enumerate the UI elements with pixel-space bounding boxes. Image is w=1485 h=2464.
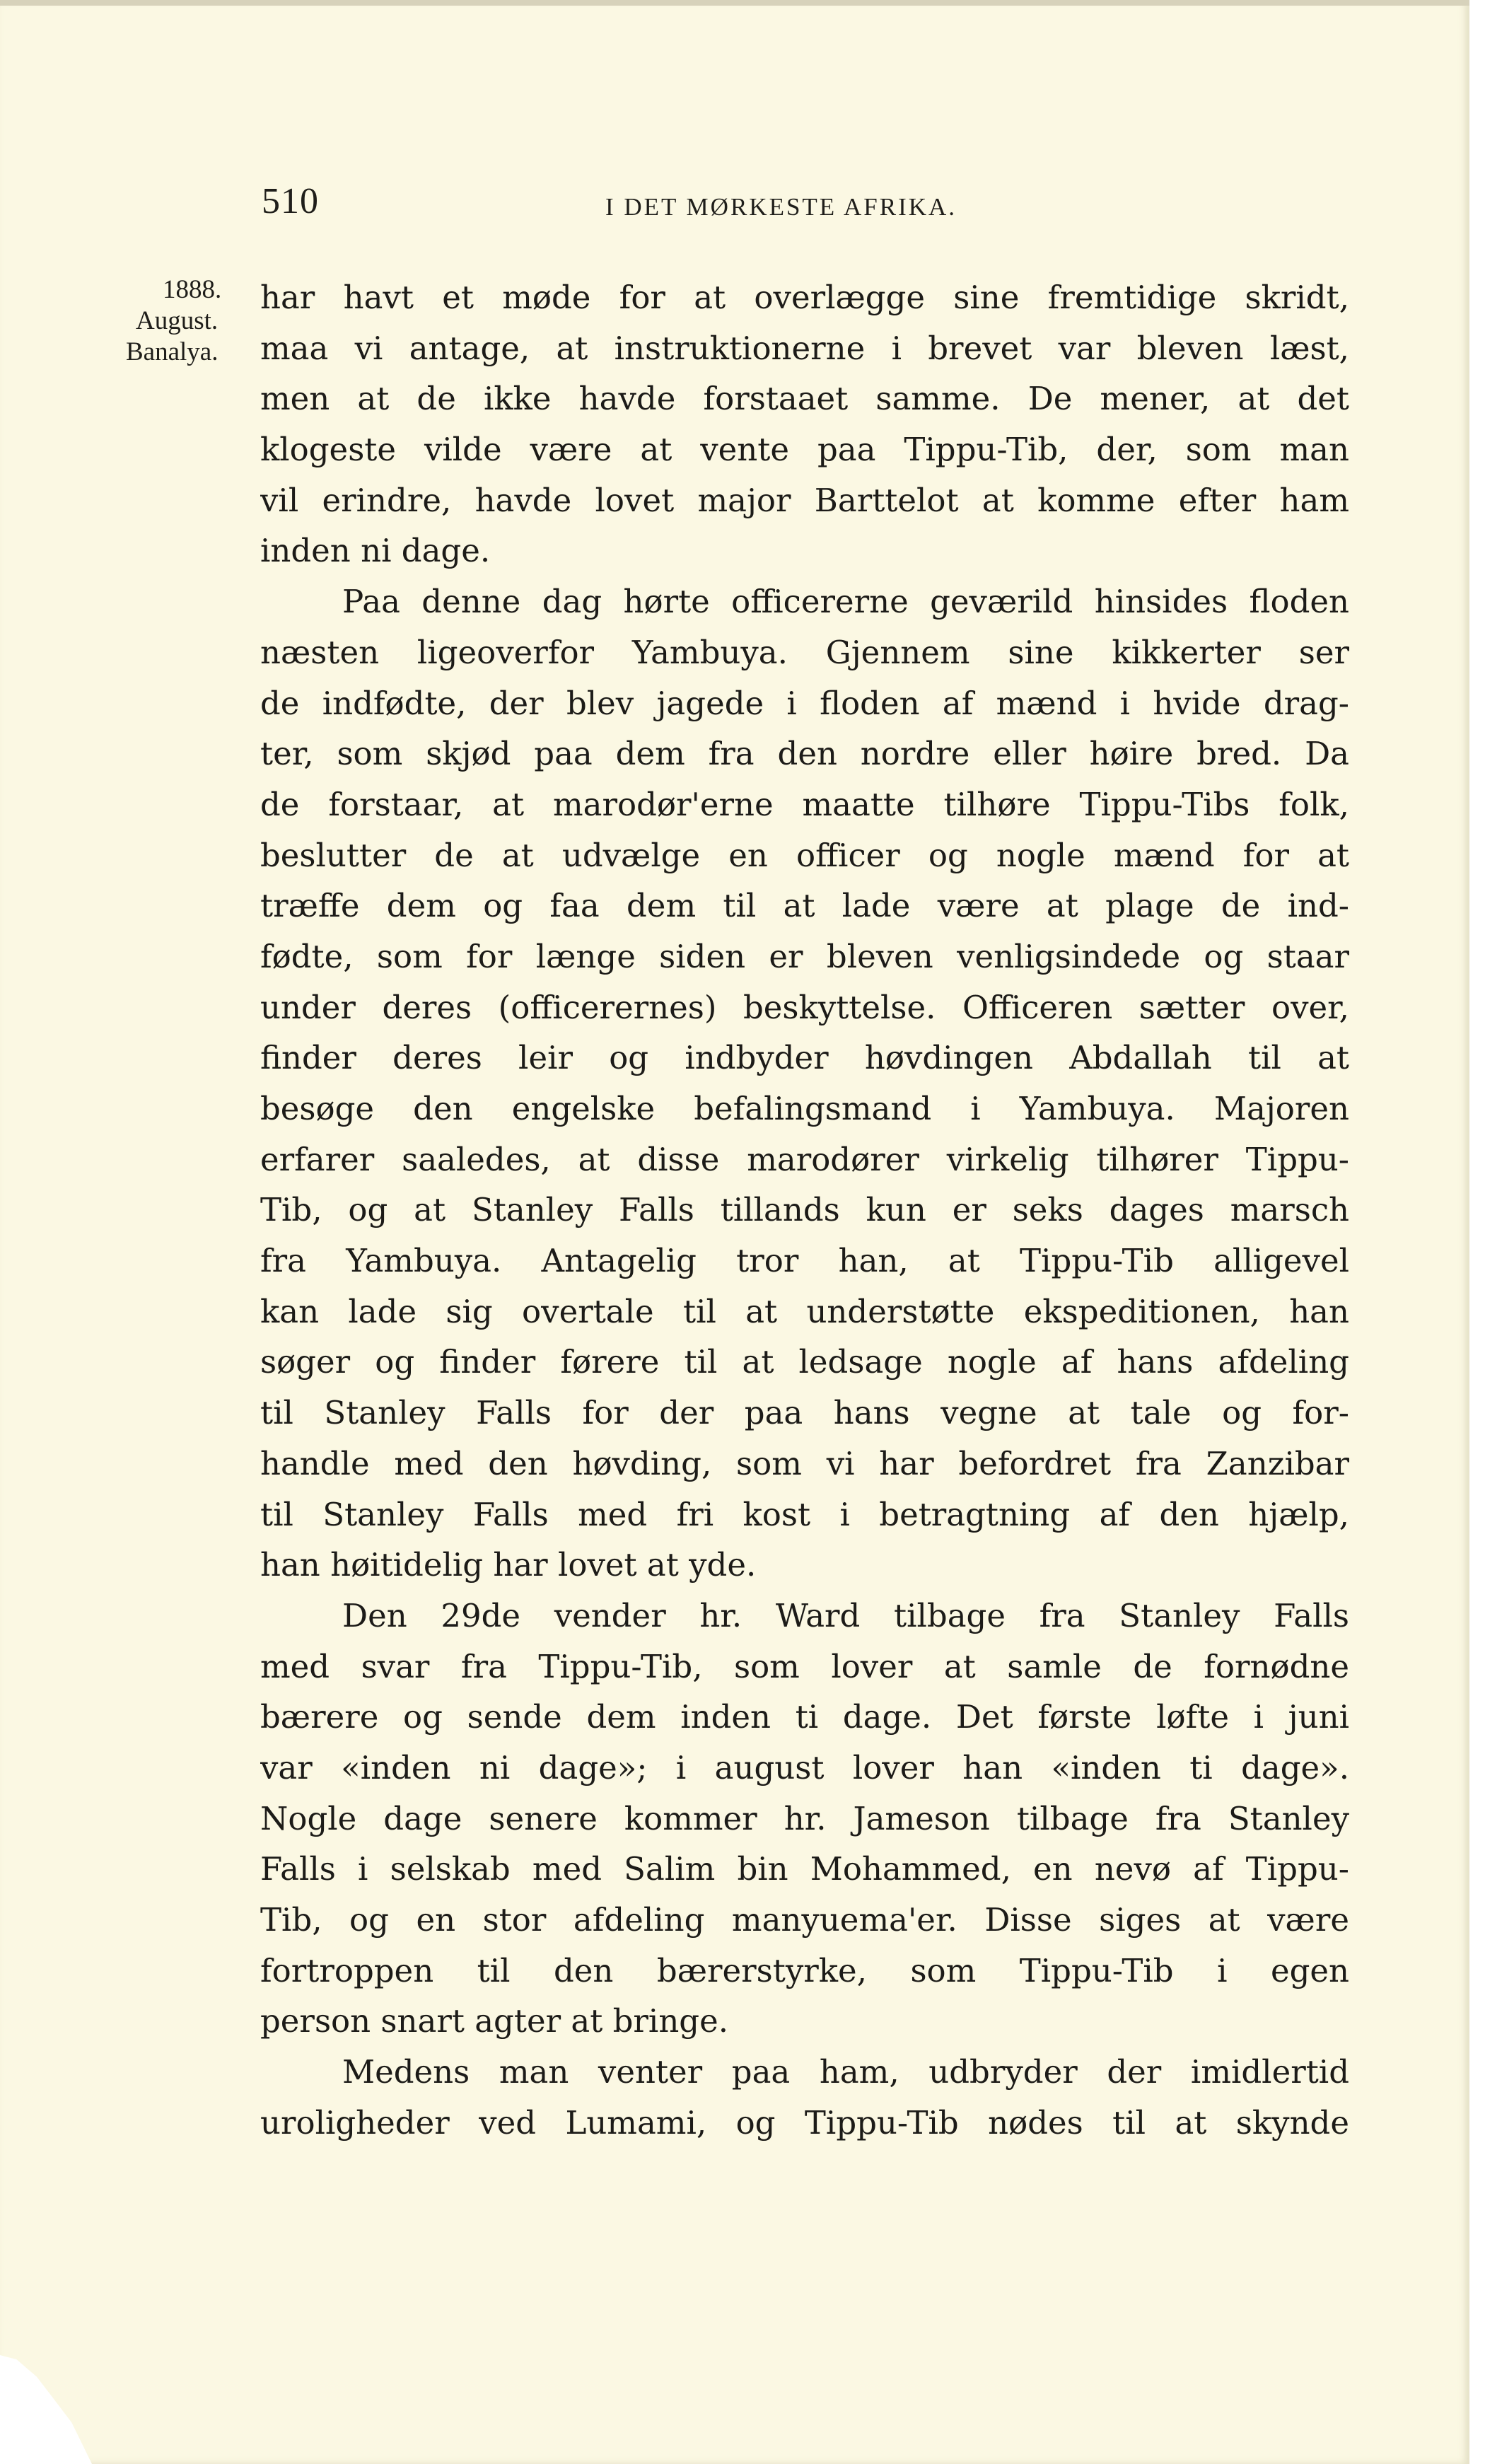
text-line: han høitidelig har lovet at yde. — [260, 1546, 757, 1584]
text-line: under deres (officerernes) beskyttelse. Officeren sætter over, — [260, 988, 1349, 1026]
text-line: kan lade sig overtale til at understøtte ekspeditionen, han — [260, 1292, 1349, 1330]
text-line: Falls i selskab med Salim bin Mohammed, en nevø af Tippu- — [260, 1850, 1349, 1888]
text-line: Tib, og en stor afdeling manyuema'er. Disse siges at være — [260, 1901, 1349, 1939]
margin-note-month: August. — [136, 306, 219, 335]
text-line: klogeste vilde være at vente paa Tippu-Tib, der, som man — [260, 431, 1349, 469]
text-line: men at de ikke havde forstaaet samme. De mener, at det — [260, 380, 1349, 418]
text-line: ter, som skjød paa dem fra den nordre eller høire bred. Da — [260, 735, 1349, 773]
text-line: fortroppen til den bærerstyrke, som Tippu-Tib i egen — [260, 1951, 1349, 1989]
text-line: fra Yambuya. Antagelig tror han, at Tippu-Tib alligevel — [260, 1242, 1349, 1280]
text-line: de forstaar, at marodør'erne maatte tilhøre Tippu-Tibs folk, — [260, 785, 1349, 823]
text-line: søger og finder førere til at ledsage nogle af hans afdeling — [260, 1343, 1349, 1381]
text-line: var «inden ni dage»; i august lover han «inden ti dage». — [260, 1748, 1349, 1786]
text-line: Nogle dage senere kommer hr. Jameson tilbage fra Stanley — [260, 1799, 1349, 1837]
text-line: de indfødte, der blev jagede i floden af mænd i hvide drag- — [260, 684, 1349, 722]
text-line: erfarer saaledes, at disse marodører virkelig tilhører Tippu- — [260, 1140, 1349, 1178]
text-line: beslutter de at udvælge en officer og nogle mænd for at — [260, 836, 1349, 874]
text-line: til Stanley Falls for der paa hans vegne at tale og for- — [260, 1394, 1349, 1432]
body-text — [260, 272, 1349, 2148]
margin-note — [126, 274, 267, 368]
text-line: har havt et møde for at overlægge sine fremtidige skridt, — [260, 279, 1349, 316]
text-line: næsten ligeoverfor Yambuya. Gjennem sine kikkerter ser — [260, 633, 1349, 671]
text-line: Tib, og at Stanley Falls tillands kun er seks dages marsch — [260, 1191, 1349, 1229]
text-line: besøge den engelske befalingsmand i Yambuya. Majoren — [260, 1090, 1349, 1127]
text-line: med svar fra Tippu-Tib, som lover at samle de fornødne — [260, 1647, 1349, 1685]
text-line: maa vi antage, at instruktionerne i brevet var bleven læst, — [260, 329, 1349, 367]
margin-note-place: Banalya. — [126, 337, 219, 366]
text-line: fødte, som for længe siden er bleven venligsindede og staar — [260, 937, 1349, 975]
text-line: person snart agter at bringe. — [260, 2002, 729, 2040]
text-line: vil erindre, havde lovet major Barttelot at komme efter ham — [260, 481, 1349, 519]
text-line: uroligheder ved Lumami, og Tippu-Tib nødes til at skynde — [260, 2103, 1349, 2142]
page-number: 510 — [262, 181, 319, 221]
text-line: Den 29de vender hr. Ward tilbage fra Stanley Falls — [342, 1596, 1349, 1634]
text-line: til Stanley Falls med fri kost i betragtning af den hjælp, — [260, 1495, 1349, 1533]
text-line: træffe dem og faa dem til at lade være at plage de ind- — [260, 887, 1349, 925]
page-top-edge — [0, 0, 1469, 6]
text-line: Paa denne dag hørte officererne geværild hinsides floden — [342, 583, 1349, 621]
text-line: bærere og sende dem inden ti dage. Det første løfte i juni — [260, 1698, 1349, 1736]
text-line: finder deres leir og indbyder høvdingen Abdallah til at — [260, 1039, 1349, 1077]
text-line: inden ni dage. — [260, 532, 491, 570]
text-line: handle med den høvding, som vi har befordret fra Zanzibar — [260, 1444, 1349, 1482]
text-line: Medens man venter paa ham, udbryder der imidlertid — [342, 2053, 1349, 2091]
running-title: I DET MØRKESTE AFRIKA. — [605, 193, 957, 221]
margin-note-year: 1888. — [163, 275, 222, 304]
page-header — [262, 180, 1365, 237]
